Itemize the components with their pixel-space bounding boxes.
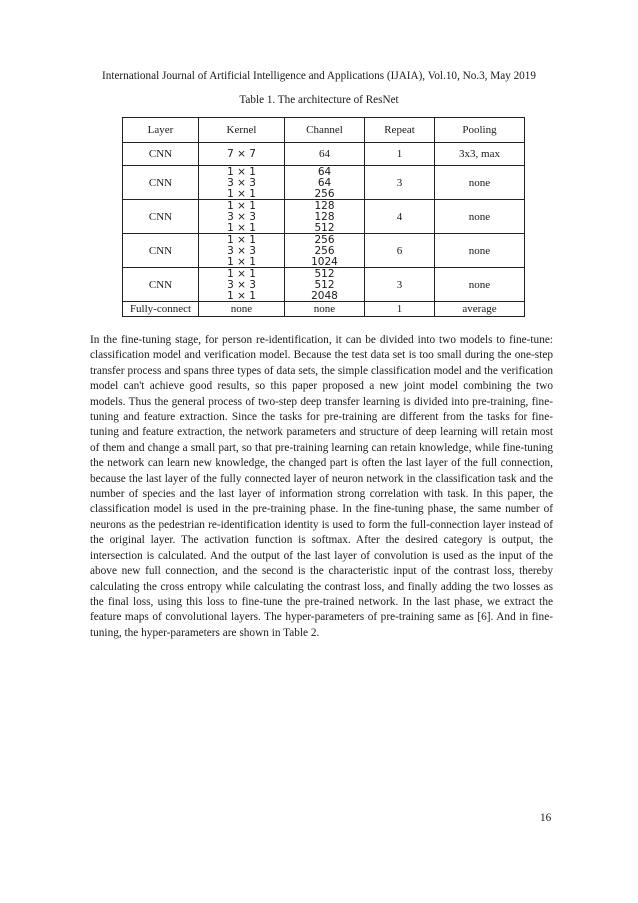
channel-cell: 64: [285, 143, 365, 166]
pooling-cell: 3x3, max: [435, 143, 525, 166]
page-number: 16: [540, 812, 552, 824]
kernel-cell: [199, 200, 285, 234]
kernel-cell: [199, 268, 285, 302]
channel-value: 64: [317, 176, 332, 189]
layer-cell: CNN: [123, 200, 199, 234]
channel-value: 128: [314, 200, 335, 212]
kernel-value: 1 × 1: [227, 187, 256, 199]
kernel-value: 3 × 3: [227, 244, 256, 257]
column-header: Layer: [123, 118, 199, 143]
journal-header: International Journal of Artificial Intelligence and Applications (IJAIA), Vol.10, No.3, May 2019: [102, 70, 536, 82]
channel-value: 512: [314, 268, 335, 280]
repeat-cell: 3: [365, 268, 435, 302]
channel-value: 256: [314, 187, 335, 199]
column-header: Channel: [285, 118, 365, 143]
table-row: [123, 234, 525, 268]
kernel-value: 1 × 1: [227, 234, 256, 246]
kernel-value: 3 × 3: [227, 278, 256, 291]
table-row: [123, 200, 525, 234]
repeat-cell: 6: [365, 234, 435, 268]
channel-cell: [285, 234, 365, 268]
pooling-cell: none: [435, 268, 525, 302]
pooling-cell: none: [435, 166, 525, 200]
kernel-value: 1 × 1: [227, 268, 256, 280]
kernel-value: 1 × 1: [227, 200, 256, 212]
channel-cell: [285, 166, 365, 200]
channel-value: 64: [317, 166, 332, 178]
table-row: [123, 143, 525, 166]
layer-cell: Fully-connect: [123, 302, 199, 317]
table-header-row: [123, 118, 525, 143]
repeat-cell: 3: [365, 166, 435, 200]
kernel-cell: 7 × 7: [199, 143, 285, 166]
channel-value: 128: [314, 210, 335, 223]
kernel-value: 1 × 1: [227, 166, 256, 178]
channel-value: 2048: [311, 289, 338, 301]
table-row: [123, 268, 525, 302]
kernel-cell: [199, 234, 285, 268]
channel-value: 512: [314, 278, 335, 291]
layer-cell: CNN: [123, 268, 199, 302]
table-row: [123, 302, 525, 317]
pooling-cell: average: [435, 302, 525, 317]
kernel-value: 1 × 1: [227, 289, 256, 301]
channel-value: 256: [314, 234, 335, 246]
channel-value: 512: [314, 221, 335, 233]
architecture-table: [122, 117, 525, 317]
kernel-cell: none: [199, 302, 285, 317]
column-header: Kernel: [199, 118, 285, 143]
table-caption: Table 1. The architecture of ResNet: [239, 94, 399, 106]
channel-value: 1024: [311, 255, 338, 267]
repeat-cell: 4: [365, 200, 435, 234]
kernel-value: 3 × 3: [227, 176, 256, 189]
layer-cell: CNN: [123, 143, 199, 166]
pooling-cell: none: [435, 234, 525, 268]
channel-value: 256: [314, 244, 335, 257]
repeat-cell: 1: [365, 302, 435, 317]
column-header: Repeat: [365, 118, 435, 143]
kernel-value: 3 × 3: [227, 210, 256, 223]
channel-cell: none: [285, 302, 365, 317]
pooling-cell: none: [435, 200, 525, 234]
channel-cell: [285, 268, 365, 302]
kernel-value: 1 × 1: [227, 255, 256, 267]
repeat-cell: 1: [365, 143, 435, 166]
layer-cell: CNN: [123, 234, 199, 268]
kernel-value: 1 × 1: [227, 221, 256, 233]
body-paragraph: In the fine-tuning stage, for person re-identification, it can be divided into two models to fine-tune: classification model and verification model. Because the test data set is too small during the one-step transfer process and spans three types of data sets, the simple classification model and the verification model can't achieve good results, so this paper proposed a new joint model combining the two models. Thus the general process of two-step deep transfer learning is divided into pre-training, fine-tuning and feature extraction. Since the tasks for pre-training are different from the tasks for fine-tuning and feature extraction, the network parameters and structure of deep learning will retain most of them and change a small part, so that pre-training learning can retain knowledge, while fine-tuning the network can learn new knowledge, the changed part is often the last layer of the full connection, because the last layer of the fully connected layer of neuron network in the classification task and the number of species and the last layer of information strong correlation with task. In this paper, the classification model is used in the pre-training phase. In the fine-tuning phase, the same number of neurons as the pedestrian re-identification identity is used to form the full-connection layer instead of the original layer. The activation function is softmax. After the desired category is output, the intersection is calculated. And the output of the last layer of convolution is used as the input of the above new full connection, and the second is the characteristic input of the contrast loss, thereby calculating the cross entropy while calculating the contrast loss, and finally adding the two losses as the final loss, using this loss to fine-tune the pre-trained network. In the last phase, we extract the feature maps of convolutional layers. The hyper-parameters of pre-training same as [6]. And in fine-tuning, the hyper-parameters are shown in Table 2.: [90, 334, 553, 639]
layer-cell: CNN: [123, 166, 199, 200]
table-row: [123, 166, 525, 200]
channel-cell: [285, 200, 365, 234]
column-header: Pooling: [435, 118, 525, 143]
kernel-cell: [199, 166, 285, 200]
